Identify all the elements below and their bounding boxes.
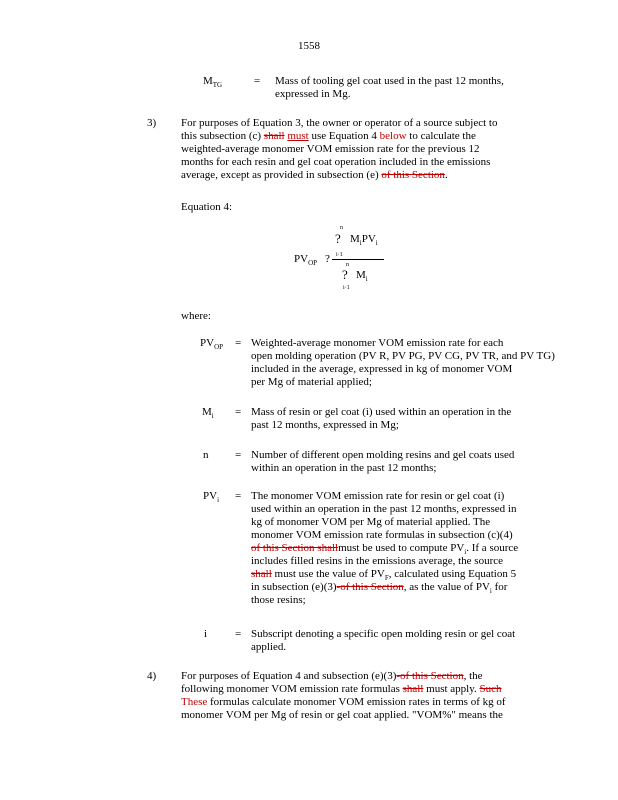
item3-paragraph: For purposes of Equation 3, the owner or operator of a source subject to this subsection (c) shall must use Equation 4 below to calculate the weighted-average monomer VOM emission rate for the previous 12 months for each resin and gel coat operation included in the emissions average, except as provided in subsection (e) of this Section. — [181, 117, 498, 181]
page-number: 1558 — [298, 40, 320, 52]
i-definition: Subscript denoting a specific open molding resin or gel coat applied. — [251, 628, 516, 653]
pvop-definition: Weighted-average monomer VOM emission rate for each open molding operation (PV R, PV PG, PV CG, PV TR, and PV TG) included in the average, expressed in kg of monomer VOM per Mg of material applied; — [251, 337, 555, 388]
fraction-bar — [332, 259, 384, 260]
mtg-symbol: $M_{TG}$ — [203, 75, 223, 90]
mtg-definition-line2: expressed in Mg. — [275, 88, 351, 100]
n-equals: = — [235, 449, 242, 461]
numerator-lower-limit: i·1 — [336, 252, 343, 258]
n-definition: Number of different open molding resins and gel coats used within an operation in the past 12 months; — [251, 449, 515, 474]
i-symbol: i — [204, 628, 208, 640]
pvi-symbol: $PV_i$ — [203, 490, 220, 505]
pvop-equals: = — [235, 337, 242, 349]
mi-definition: Mass of resin or gel coat (i) used within an operation in the past 12 months, expressed in Mg; — [251, 406, 512, 431]
pvi-definition: The monomer VOM emission rate for resin or gel coat (i) used within an operation in the past 12 months, expressed in kg of monomer VOM per Mg of material applied. The monomer VOM emission rate formulas in subsection (c)(4) of this Section shallmust be used to compute $PV_i$. If a source includes filled resins in the emissions average, the source shall must use the value of $PV_F$, calculated using Equation 5 in subsection (e)(3)-of this Section, as the value of $PV_i$ for those resins; — [251, 490, 519, 606]
denominator-sum-glyph: ? — [342, 267, 348, 282]
i-equals: = — [235, 628, 242, 640]
numerator-sum-glyph: ? — [335, 231, 341, 246]
mtg-equals: = — [254, 75, 261, 87]
equation4-equals-glyph: ? — [325, 253, 330, 265]
item4-number: 4) — [147, 670, 157, 682]
numerator-term: $M_iPV_i$ — [350, 233, 378, 248]
denominator-term: $M_i$ — [356, 269, 368, 284]
item3-number: 3) — [147, 117, 157, 129]
n-symbol: n — [203, 449, 209, 461]
numerator-upper-limit: n — [340, 225, 343, 231]
where-label: where: — [181, 310, 211, 322]
equation4-label: Equation 4: — [181, 201, 233, 213]
denominator-lower-limit: i·1 — [343, 285, 350, 291]
item4-paragraph: For purposes of Equation 4 and subsection (e)(3)-of this Section, the following monomer VOM emission rate formulas shall must apply. Such These formulas calculate monomer VOM emission rates in terms of kg of monomer VOM per Mg of resin or gel coat applied. "VOM%" means the — [181, 670, 506, 721]
denominator-upper-limit: n — [346, 262, 349, 268]
pvi-equals: = — [235, 490, 242, 502]
mtg-definition-line1: Mass of tooling gel coat used in the past 12 months, — [275, 75, 504, 87]
mi-equals: = — [235, 406, 242, 418]
pvop-symbol: $PV_{OP}$ — [200, 337, 224, 352]
equation4-lhs: $PV_{OP}$ — [294, 253, 318, 268]
mi-symbol: $M_i$ — [202, 406, 214, 421]
